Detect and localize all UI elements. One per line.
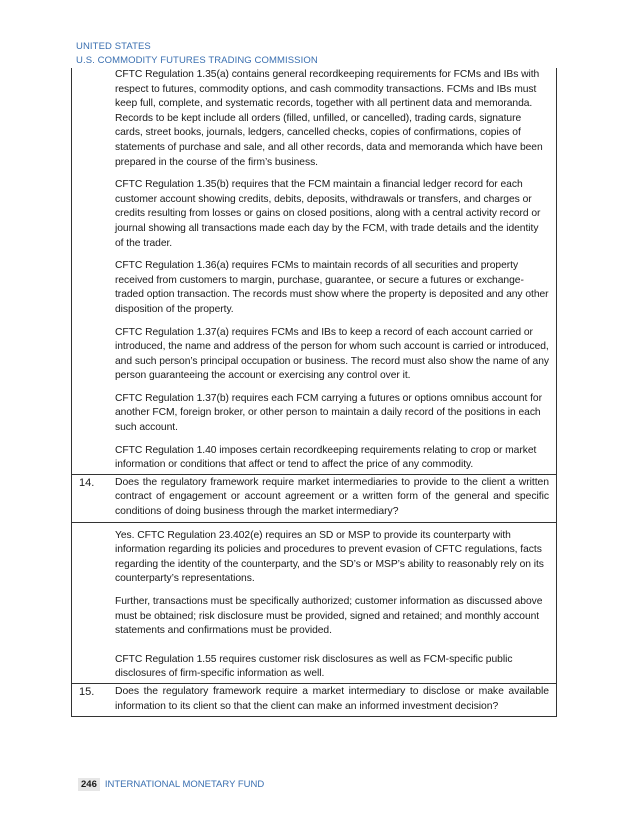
header-agency: U.S. COMMODITY FUTURES TRADING COMMISSION <box>76 55 318 66</box>
running-header <box>76 40 576 68</box>
question-number: 14. <box>79 476 95 489</box>
answer-paragraph: CFTC Regulation 1.37(b) requires each FCM carrying a futures or options omnibus account for another FCM, foreign broker, or other person to maintain a daily record of the positions in each such account. <box>115 392 542 434</box>
footer-org: INTERNATIONAL MONETARY FUND <box>104 779 265 790</box>
questionnaire-table <box>71 68 557 717</box>
question-text: Does the regulatory framework require a market intermediary to disclose or make available information to its client so that the client can make an informed investment decision? <box>115 685 549 712</box>
answer-cell <box>115 523 556 683</box>
answer-paragraph: CFTC Regulation 1.37(a) requires FCMs and IBs to keep a record of each account carried or introduced, the name and address of the person for whom such account is carried or introduced, and such person’s principal occupation or business. The record must also show the name of any person guaranteeing the account or exercising any control over it. <box>115 326 549 382</box>
answer-row-14 <box>72 522 556 683</box>
answer-cell <box>115 68 556 474</box>
answer-paragraph: CFTC Regulation 1.55 requires customer risk disclosures as well as FCM-specific public disclosures of firm-specific information as well. <box>115 653 513 680</box>
question-row-14 <box>72 474 556 522</box>
answer-paragraph: Further, transactions must be specifically authorized; customer information as discussed above must be obtained; risk disclosure must be provided, signed and retained; and monthly account statements and confirmations must be provided. <box>115 596 543 637</box>
header-country: UNITED STATES <box>76 41 151 52</box>
answer-paragraph: Yes. CFTC Regulation 23.402(e) requires an SD or MSP to provide its counterparty with information regarding its policies and procedures to prevent evasion of CFTC regulations, facts regarding the identity of the counterparty, and the SD’s or MSP’s ability to reasonably rely on its counterparty’s representations. <box>115 529 544 585</box>
answer-paragraph: CFTC Regulation 1.35(a) contains general recordkeeping requirements for FCMs and IBs with respect to futures, commodity options, and cash commodity transactions. FCMs and IBs must keep full, complete, and systematic records, together with all pertinent data and memoranda. Records to be kept include all orders (filled, unfilled, or cancelled), trading cards, signature cards, street books, journals, ledgers, cancelled checks, copies of confirmations, copies of statements of purchase and sale, and all other records, data and memoranda which have been prepared in the course of the firm’s business. <box>115 69 543 168</box>
question-number: 15. <box>79 685 95 698</box>
running-footer <box>78 779 264 790</box>
question-text: Does the regulatory framework require market intermediaries to provide to the client a written contract of engagement or account agreement or a written form of the general and specific conditions of doing business through the market intermediary? <box>115 476 549 518</box>
page-number: 246 <box>78 778 100 791</box>
answer-paragraph: CFTC Regulation 1.40 imposes certain recordkeeping requirements relating to crop or market information or conditions that affect or tend to affect the price of any commodity. <box>115 444 537 471</box>
answer-row-continued <box>72 68 556 474</box>
answer-paragraph: CFTC Regulation 1.36(a) requires FCMs to maintain records of all securities and property received from customers to margin, purchase, guarantee, or secure a futures or exchange-traded option transaction. The records must show where the property is deposited and any other disposition of the property. <box>115 260 549 315</box>
question-row-15 <box>72 683 556 716</box>
row-number-empty <box>72 523 115 683</box>
row-number-empty <box>72 68 115 474</box>
answer-paragraph: CFTC Regulation 1.35(b) requires that the FCM maintain a financial ledger record for each customer account showing credits, debits, deposits, withdrawals or transfers, and charges or credits resulting from losses or gains on closed positions, along with a central activity record or journal showing all transactions made each day by the FCM, with trade details and the identity of the trader. <box>115 179 541 249</box>
